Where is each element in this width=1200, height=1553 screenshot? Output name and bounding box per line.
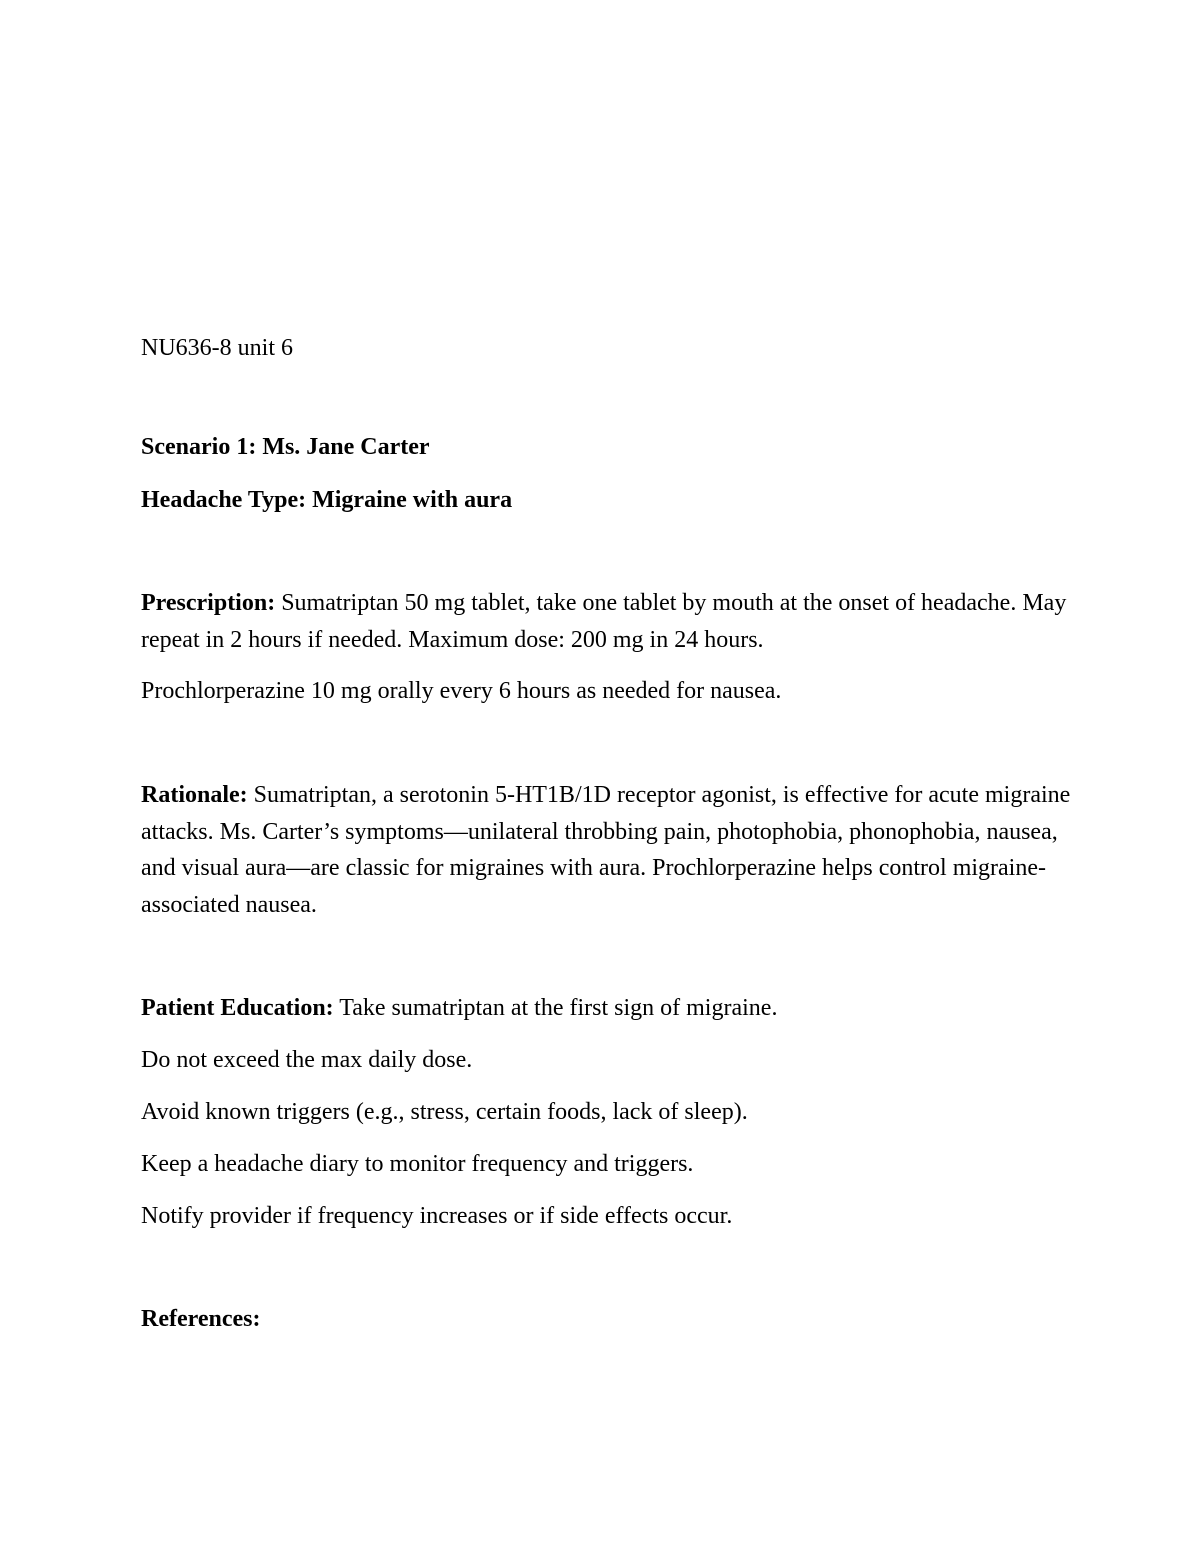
patient-education-paragraph: [141, 990, 1071, 1026]
references-heading: References:: [141, 1306, 261, 1332]
patient-education-item: Keep a headache diary to monitor frequency and triggers.: [141, 1151, 694, 1177]
scenario-title: Scenario 1: Ms. Jane Carter: [141, 434, 430, 460]
rationale-text: Sumatriptan, a serotonin 5-HT1B/1D receptor agonist, is effective for acute migraine attacks. Ms. Carter’s symptoms—unilateral throbbing pain, photophobia, phonophobia, nausea, and visual aura—are classic for migraines with aura. Prochlorperazine helps control migraine-associated nausea.: [141, 782, 1071, 919]
prescription-paragraph: [141, 585, 1071, 658]
patient-education-item: Do not exceed the max daily dose.: [141, 1047, 473, 1073]
patient-education-item: Avoid known triggers (e.g., stress, certain foods, lack of sleep).: [141, 1099, 748, 1125]
prescription-label: Prescription:: [141, 590, 276, 616]
prescription-second-line: Prochlorperazine 10 mg orally every 6 hours as needed for nausea.: [141, 678, 782, 704]
rationale-paragraph: [141, 777, 1071, 924]
rationale-label: Rationale:: [141, 782, 248, 808]
headache-type: Headache Type: Migraine with aura: [141, 487, 513, 513]
patient-education-label: Patient Education:: [141, 995, 334, 1021]
patient-education-first-text: Take sumatriptan at the first sign of migraine.: [333, 995, 778, 1021]
prescription-text: Sumatriptan 50 mg tablet, take one tablet by mouth at the onset of headache. May repeat in 2 hours if needed. Maximum dose: 200 mg in 24 hours.: [141, 590, 1067, 653]
patient-education-item: Notify provider if frequency increases or if side effects occur.: [141, 1203, 733, 1229]
course-code: NU636-8 unit 6: [141, 335, 293, 361]
